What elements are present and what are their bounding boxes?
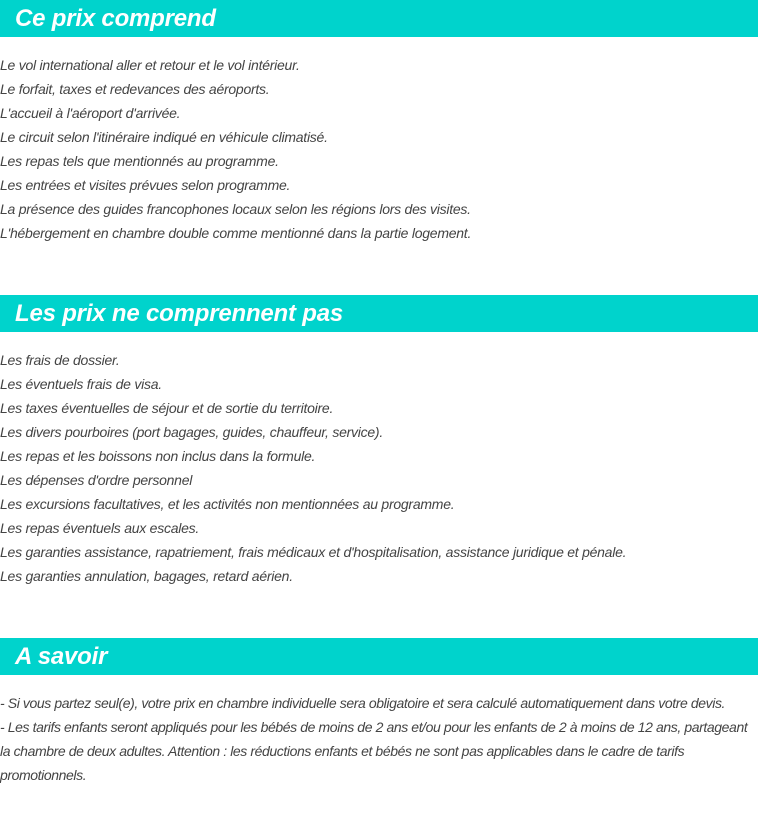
list-item: Les excursions facultatives, et les activités non mentionnées au programme.: [0, 496, 455, 512]
excluded-section: [0, 295, 758, 588]
list-item: Les éventuels frais de visa.: [0, 376, 162, 392]
info-paragraph-single-room: - Si vous partez seul(e), votre prix en chambre individuelle sera obligatoire et sera calculé automatiquement dans votre devis.: [0, 695, 726, 711]
info-header: [0, 638, 758, 675]
included-title: Ce prix comprend: [15, 5, 216, 32]
list-item: Le circuit selon l'itinéraire indiqué en véhicule climatisé.: [0, 129, 328, 145]
list-item: Les taxes éventuelles de séjour et de sortie du territoire.: [0, 400, 334, 416]
info-paragraphs: [0, 675, 758, 787]
list-item: L'hébergement en chambre double comme mentionné dans la partie logement.: [0, 225, 472, 241]
list-item: Le forfait, taxes et redevances des aéroports.: [0, 81, 270, 97]
list-item: L'accueil à l'aéroport d'arrivée.: [0, 105, 181, 121]
excluded-list: [0, 332, 758, 588]
included-section: [0, 0, 758, 245]
list-item: Les frais de dossier.: [0, 352, 120, 368]
list-item: Les repas tels que mentionnés au programme.: [0, 153, 279, 169]
list-item: Les dépenses d'ordre personnel: [0, 472, 193, 488]
info-title: A savoir: [15, 643, 108, 670]
list-item: Les entrées et visites prévues selon programme.: [0, 177, 291, 193]
included-header: [0, 0, 758, 37]
info-section: [0, 638, 758, 787]
included-list: [0, 37, 758, 245]
excluded-title: Les prix ne comprennent pas: [15, 300, 344, 327]
list-item: Les repas et les boissons non inclus dans la formule.: [0, 448, 316, 464]
list-item: Les garanties assistance, rapatriement, frais médicaux et d'hospitalisation, assistance juridique et pénale.: [0, 544, 627, 560]
list-item: La présence des guides francophones locaux selon les régions lors des visites.: [0, 201, 471, 217]
list-item: Les garanties annulation, bagages, retard aérien.: [0, 568, 293, 584]
list-item: Les repas éventuels aux escales.: [0, 520, 200, 536]
list-item: Le vol international aller et retour et le vol intérieur.: [0, 57, 300, 73]
list-item: Les divers pourboires (port bagages, guides, chauffeur, service).: [0, 424, 383, 440]
excluded-header: [0, 295, 758, 332]
info-paragraph-child-rates: - Les tarifs enfants seront appliqués pour les bébés de moins de 2 ans et/ou pour les enfants de 2 à moins de 12 ans, partageant la chambre de deux adultes. Attention : les réductions enfants et bébés ne sont pas applicables dans le cadre de tarifs promotionnels.: [0, 719, 748, 783]
